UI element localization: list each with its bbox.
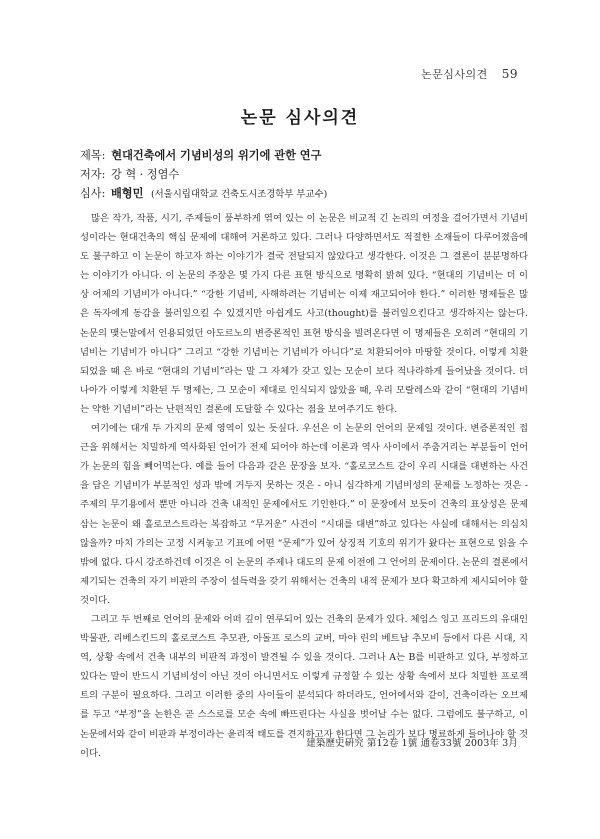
body-paragraph: 많은 작가, 작품, 시기, 주제들이 풍부하게 엮여 있는 이 논문은 비교적 긴 논리의 여정을 걸어가면서 기념비성이라는 현대건축의 핵심 문제에 대해여 거론하고 있다. 그러나 다양하면서도 적절한 소재들이 다루어졌음에도 불구하고 이 논문이 하고자 하는 이야기가 결국 전달되지 않았다고 생각한다. 이것은 그 결론이 분분명하다는 이야기가 아니다. 이 논문의 주장은 몇 가지 다른 표현 방식으로 명확히 밝혀 있다. “현대의 기념비는 더 이상 어제의 기념비가 아니다.” “강한 기념비, 사해하려는 기념비는 이제 재고되어야 한다.” 이러한 명제들은 많은 독자에게 동감을 불러일으킬 수 있겠지만 아쉽게도 사고(thought)를 불러일으킨다고 생각하지는 않는다. 논문의 맺는말에서 인용되었던 아도르노의 변증론적인 표현 방식을 빌려온다면 이 명제들은 오히려 “현대의 기념비는 기념비가 아니다” 그리고 “강한 기념비는 기념비가 아니다”로 치환되어야 마땅할 것이다. 이렇게 치환되었을 때 은 바로 “현대의 기념비”라는 말 그 자체가 갖고 있는 모순이 보다 적나라하게 들어났을 것이다. 더 나아가 이렇게 치환된 두 명제는, 그 모순이 제대로 인식되지 않았을 때, 우리 모랄레스와 같이 “현대의 기념비는 약한 기념비”라는 난편적인 결론에 도달할 수 있다는 점을 보여주기도 한다.: [80, 213, 528, 415]
running-head: [421, 66, 518, 82]
body-paragraph: 여기에는 대개 두 가지의 문제 영역이 있는 듯싶다. 우선은 이 논문의 언어의 문제일 것이다. 변증론적인 접근을 위해서는 치밀하게 역사화된 언어가 전제 되어야 하는데 이론과 역사 사이에서 주춤거리는 부분들이 언어가 논문의 힘을 빼어먹는다. 예를 들어 다음과 같은 문장을 보자. “홀로코스트 같이 우리 시대를 대변하는 사건을 담은 기념비가 부분적인 성과 밖에 거두지 못하는 것은 - 아니 심각하게 기념비성의 문제를 노정하는 것은 - 주제의 무기용에서 뿐만 아니라 건축 내적인 문제에서도 기인한다.” 이 문장에서 보듯이 건축의 표상성은 문제 삼는 논문이 왜 홀로코스트라는 복잡하고 “무거운” 사건이 “시대를 대변”하고 있다는 사실에 대해서는 의심치 않을까? 마치 가의는 고정 시켜놓고 기표에 어떤 “문제”가 있어 상징적 기호의 위기가 왔다는 표현으로 읽을 수밖에 없다. 다시 강조하건데 이것은 이 논문의 주제나 대도의 문제 이전에 그 언어의 문제이다. 논문의 결론에서 제기되는 건축의 자기 비판의 주장이 설득력을 갖기 위해서는 건축의 내적 문제가 보다 확고하게 제시되어야 할 것이다.: [80, 423, 528, 606]
journal-footer: 建築歷史硏究 第12卷 1號 通卷33號 2003年 3月: [306, 738, 518, 749]
review-body: [80, 209, 528, 763]
paper-title: 현대건축에서 기념비성의 위기에 관한 연구: [111, 148, 322, 162]
page-title: 논문 심사의견: [240, 108, 360, 128]
reviewer-line: [80, 188, 530, 199]
body-paragraph: 그리고 두 번째로 언어의 문제와 어떠 깊이 연루되어 있는 건축의 문제가 있다. 체임스 잉고 프리드의 유대인 박물관, 리베스킨드의 홀로코스트 추모관, 아돌프 로스의 교버, 마야 린의 베트남 추모비 등에서 다른 시대, 지역, 상황 속에서 건축 내부의 비판적 과정이 발견될 수 있을 것이다. 그러나 A는 B를 비판하고 있다, 부정하고 있다는 말이 반드시 기념비성이 아닌 것이 아니면서도 이렇게 규정할 수 있는 상황 속에서 보다 치밀한 프로젝트의 구분이 필요하다. 그리고 이러한 중의 사이들이 분석되다 하더라도, 언어에서와 같이, 건축이라는 오브제를 두고 “부정”을 논한은 곧 스스로를 모순 속에 빠뜨린다는 사실을 벗어날 수는 없다. 그럼에도 불구하고, 이 논문에서와 같이 비판과 부정이라는 윤리적 태도를 견지하고자 한다면 그 논리가 보다 명료하게 들어나야 할 것이다.: [80, 613, 528, 759]
paper-title-label: 제목:: [80, 149, 106, 162]
reviewer-name: 배형민: [110, 186, 144, 200]
paper-title-line: [80, 150, 530, 161]
authors-line: [80, 169, 530, 180]
authors-label: 저자:: [80, 168, 106, 181]
reviewer-label: 심사:: [80, 187, 106, 200]
page-number: 59: [501, 67, 518, 81]
authors: 강 혁 · 정염수: [110, 168, 180, 181]
reviewer-affiliation: (서울시립대학교 건축도시조경학부 부교수): [150, 189, 328, 200]
running-title: 논문심사의견: [420, 68, 488, 81]
